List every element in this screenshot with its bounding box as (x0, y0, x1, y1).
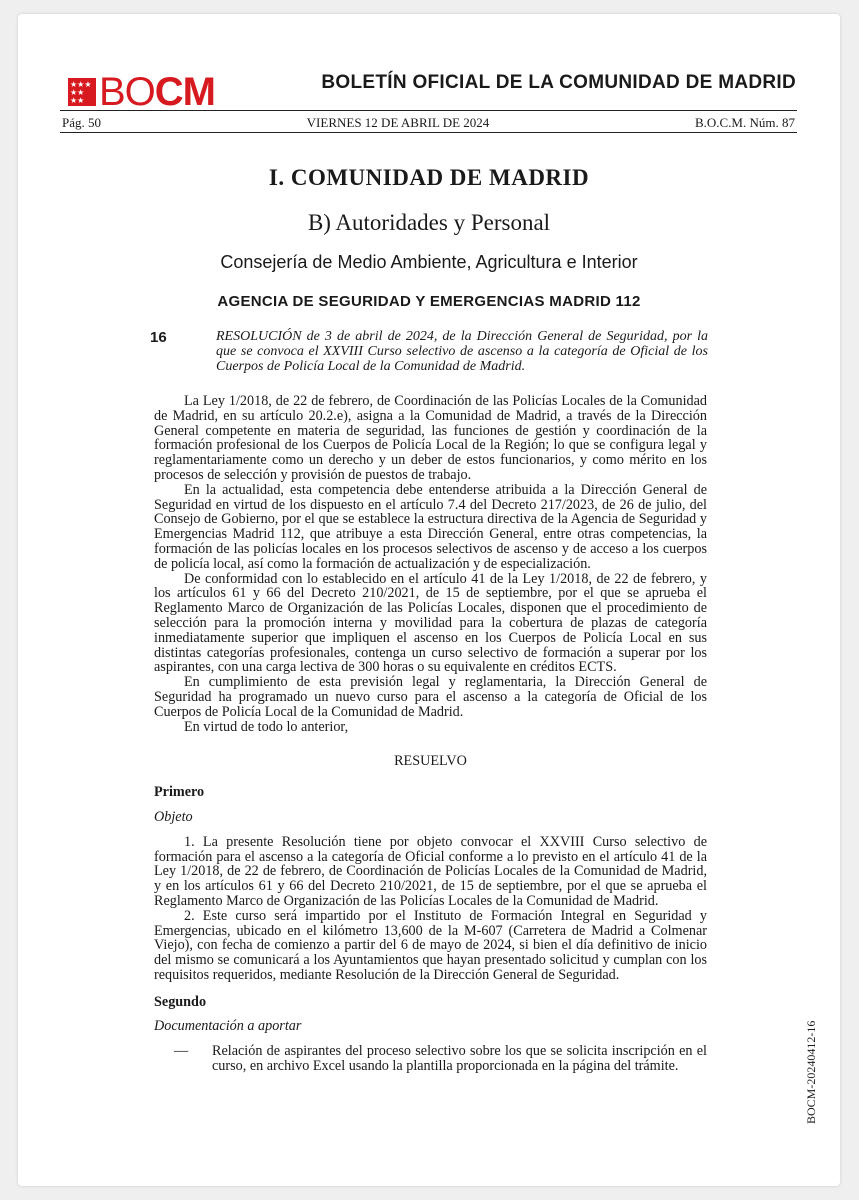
document-page (18, 14, 840, 1186)
header-rule-bottom (60, 132, 797, 133)
subsection-title: B) Autoridades y Personal (307, 210, 551, 235)
masthead-title: BOLETÍN OFICIAL DE LA COMUNIDAD DE MADRID (321, 72, 796, 93)
list-item (154, 1044, 707, 1074)
primero-heading: Primero (154, 784, 205, 801)
bocm-logo (68, 68, 215, 116)
agency-title: AGENCIA DE SEGURIDAD Y EMERGENCIAS MADRID 112 (217, 293, 641, 310)
page-number: Pág. 50 (62, 115, 101, 130)
resolution-title: RESOLUCIÓN de 3 de abril de 2024, de la Dirección General de Seguridad, por la que se convoca el XXVIII Curso selectivo de ascenso a la categoría de Oficial de los Cuerpos de Policía Local de la Comunidad de Madrid. (216, 329, 708, 374)
paragraph: En virtud de todo lo anterior, (184, 718, 349, 735)
primero-subheading: Objeto (154, 808, 193, 825)
logo-text-bo: BO (99, 70, 155, 114)
paragraph: En la actualidad, esta competencia debe entenderse atribuida a la Dirección General de Seguridad en virtud de los dispuesto en el artículo 7.4 del Decreto 217/2023, de 26 de julio, del Consejo de Gobierno, por el que se establece la estructura directiva de la Agencia de Seguridad y Emergencias Madrid 112, que atribuye a esta Dirección General, entre otras competencias, la formación de las policías locales en los procesos selectivos de ascenso y de acceso a los cuerpos de policía local, así como la formación de actualización y de especialización. (154, 481, 707, 572)
paragraph: De conformidad con lo establecido en el artículo 41 de la Ley 1/2018, de 22 de febrero, y los artículos 61 y 66 del Decreto 210/2021, de 15 de septiembre, por el que se aprueba el Reglamento Marco de Organización de las Policías Locales, disponen que el procedimiento de selección para la promoción interna y movilidad para la cobertura de plazas de categoría inmediatamente superior que impliquen el ascenso en los Cuerpos de Policía Local en sus distintas categorías profesionales, contenga un curso selectivo de formación a superar por los aspirantes, con una carga lectiva de 300 horas o su equivalente en créditos ECTS. (154, 570, 707, 676)
segundo-heading: Segundo (154, 993, 207, 1010)
paragraph: La Ley 1/2018, de 22 de febrero, de Coordinación de las Policías Locales de la Comunidad de Madrid, en su artículo 20.2.e), asigna a la Comunidad de Madrid, a través de la Dirección General competente en materia de seguridad, las funciones de gestión y coordinación de la formación profesional de los Cuerpos de Policía Local de la Región; lo que se configura legal y reglamentariamente como un derecho y un deber de estos funcionarios, y como mérito en los procesos de selección y provisión de puestos de trabajo. (154, 393, 707, 483)
header-rule-top (60, 110, 797, 111)
consejeria-title: Consejería de Medio Ambiente, Agricultura e Interior (220, 252, 638, 272)
running-head (62, 115, 795, 131)
primero-item: 2. Este curso será impartido por el Instituto de Formación Integral en Seguridad y Emergencias, ubicado en el kilómetro 13,600 de la M-607 (Carretera de Madrid a Colmenar Viejo), con fecha de comienzo a partir del 6 de mayo de 2024, si bien el día definitivo de inicio del mismo se comunicará a los Ayuntamientos que hayan presentado solicitud y cumplan con los requisitos requeridos, mediante Resolución de la Dirección General de Seguridad. (154, 907, 707, 983)
segundo-subheading: Documentación a aportar (154, 1018, 302, 1035)
document-body (154, 394, 707, 1074)
issue-number: B.O.C.M. Núm. 87 (694, 115, 795, 130)
section-title: I. COMUNIDAD DE MADRID (268, 165, 590, 190)
primero-item: 1. La presente Resolución tiene por objeto convocar el XXVIII Curso selectivo de formación para el ascenso a la categoría de Oficial conforme a lo previsto en el artículo 41 de la Ley 1/2018, de 22 de febrero, de Coordinación de Policías Locales de la Comunidad de Madrid, y en los artículos 61 y 66 del Decreto 210/2021, de 15 de septiembre, por el que se aprueba el Reglamento Marco de Organización de las Policías Locales de la Comunidad de Madrid. (154, 833, 707, 909)
resuelvo-heading: RESUELVO (394, 753, 467, 770)
item-number: 16 (150, 329, 167, 346)
paragraph: En cumplimiento de esta previsión legal y reglamentaria, la Dirección General de Seguridad ha programado un nuevo curso para el ascenso a la categoría de Oficial de los Cuerpos de Policía Local de la Comunidad de Madrid. (154, 674, 707, 720)
list-item-text: Relación de aspirantes del proceso selectivo sobre los que se solicita inscripción en el curso, en archivo Excel usando la plantilla proporcionada en la página del trámite. (212, 1043, 707, 1075)
issue-date: VIERNES 12 DE ABRIL DE 2024 (306, 115, 490, 130)
dash-marker: — (174, 1043, 189, 1060)
madrid-flag-icon: ★★★ ★★ ★★ (68, 78, 96, 106)
side-reference-code: BOCM-20240412-16 (804, 1020, 818, 1124)
logo-text-cm: CM (154, 70, 216, 114)
